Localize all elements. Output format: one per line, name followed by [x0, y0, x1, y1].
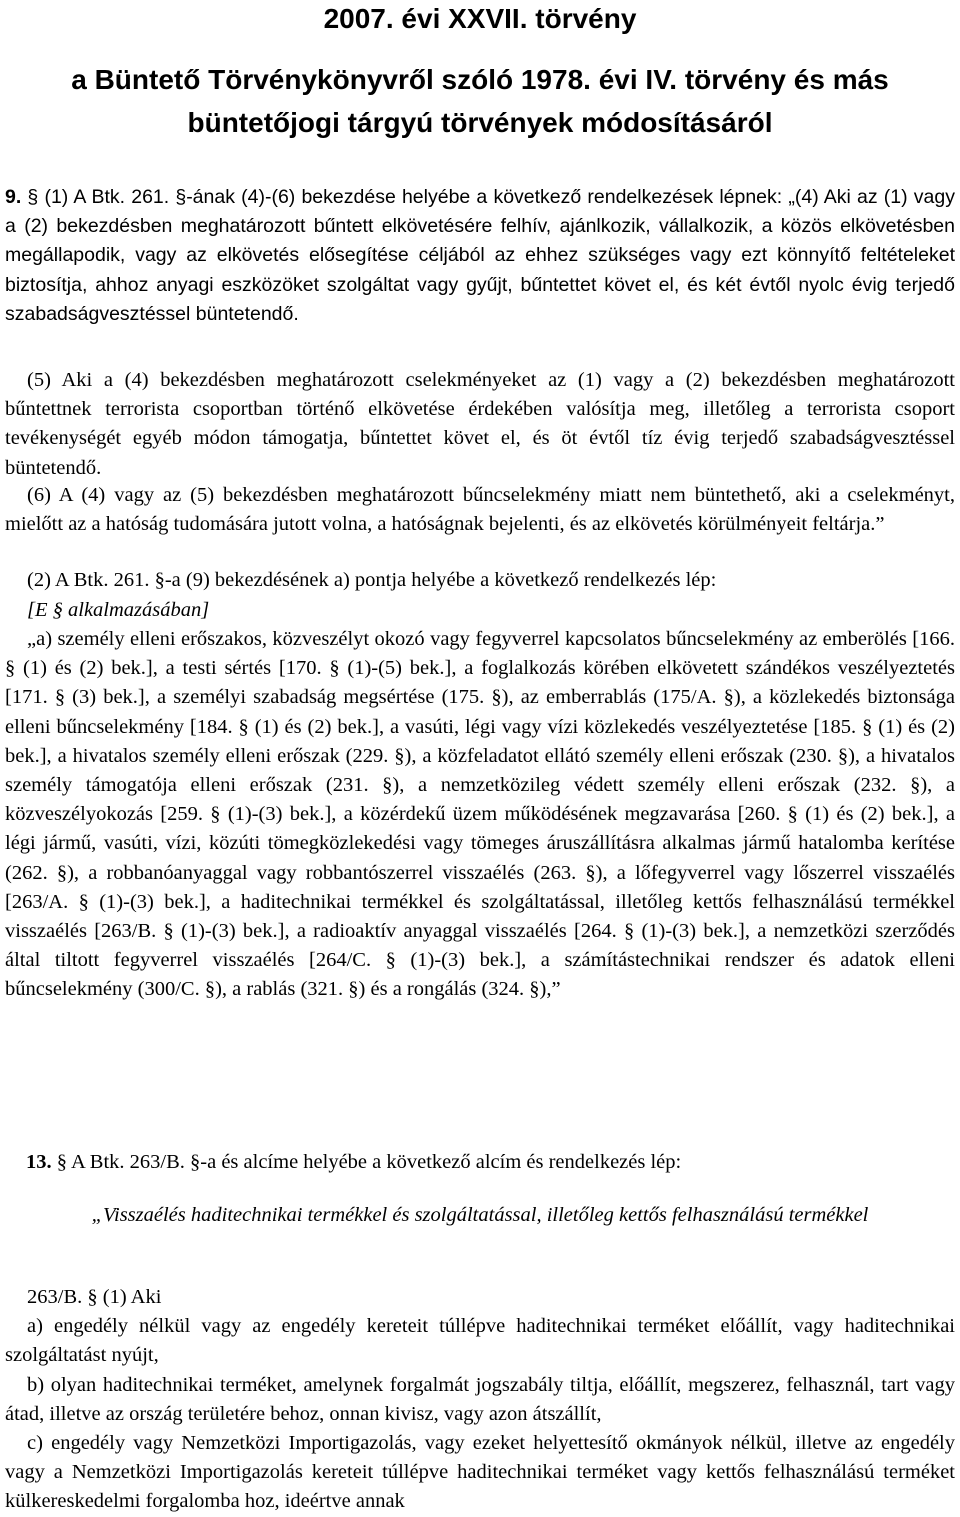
paragraph-5: (5) Aki a (4) bekezdésben meghatározott cselekményeket az (1) vagy a (2) bekezdésben meghatározott bűntettnek terrorista csoportban történő elkövetése érdekében valósítja meg, illetőleg a terrorista csoport tevékenységét egyéb módon támogatja, bűntettet követ el, és öt évtől tíz évig terjedő szabadságvesztéssel büntetendő.: [5, 369, 955, 479]
section-13-heading: [26, 1148, 681, 1177]
paragraph-2: (2) A Btk. 261. §-a (9) bekezdésének a) pontja helyébe a következő rendelkezés lép:: [27, 569, 717, 591]
list-item-b: b) olyan haditechnikai terméket, amelynek forgalmát jogszabály tiltja, előállít, megszerez, felhasznál, tart vagy átad, illetve az ország területére behoz, onnan kivisz, vagy azon átszállít,: [5, 1374, 955, 1426]
bracket-heading: [E § alkalmazásában]: [27, 599, 210, 621]
list-item-a: a) engedély nélkül vagy az engedély kereteit túllépve haditechnikai terméket előállít, vagy haditechnikai szolgáltatást nyújt,: [5, 1315, 955, 1367]
section-9-text: § (1) A Btk. 261. §-ának (4)-(6) bekezdése helyébe a következő rendelkezések lépnek: „(4) Aki az (1) vagy a (2) bekezdésben meghatározott bűntett elkövetésére felhív, ajánlkozik, vállalkozik, a közös elkövetésben megállapodik, vagy az elkövetés elősegítése céljából az ehhez szükséges vagy ezt könnyítő feltételeket biztosítja, ahhoz anyagi eszközöket szolgáltat vagy gyűjt, bűntettet követ el, és két évtől nyolc évig terjedő szabadságvesztéssel büntetendő.: [5, 186, 955, 325]
section-9-number: 9.: [5, 186, 22, 208]
paragraph-263b: 263/B. § (1) Aki: [27, 1286, 162, 1308]
law-title: 2007. évi XXVII. törvény: [323, 3, 637, 34]
law-subtitle: a Büntető Törvénykönyvről szóló 1978. évi IV. törvény és más büntetőjogi tárgyú törvények módosításáról: [71, 64, 889, 138]
point-a-paragraph: „a) személy elleni erőszakos, közveszélyt okozó vagy fegyverrel kapcsolatos bűncselekmény az emberölés [166. § (1) és (2) bek.], a testi sértés [170. § (1)-(5) bek.], a foglalkozás körében elkövetett szándékos veszélyeztetés [171. § (3) bek.], a személyi szabadság megsértése (175. §), az emberrablás (175/A. §), a közlekedés biztonsága elleni bűncselekmény [184. § (1) és (2) bek.], a vasúti, légi vagy vízi közlekedés veszélyeztetése [185. § (1) és (2) bek.], a hivatalos személy elleni erőszak (229. §), a közfeladatot ellátó személy elleni erőszak (230. §), a hivatalos személy támogatója elleni erőszak (231. §), a nemzetközileg védett személy elleni erőszak (232. §), a közveszélyokozás [259. § (1)-(3) bek.], a közérdekű üzem működésének megzavarása [260. § (1) és (2) bek.], a légi jármű, vasúti, vízi, közúti tömegközlekedési vagy tömeges áruszállításra alkalmas jármű hatalomba kerítése (262. §), a robbanóanyaggal vagy robbantószerrel visszaélés (263. §), a lőfegyverrel vagy lőszerrel visszaélés [263/A. § (1)-(3) bek.], a haditechnikai termékkel és szolgáltatással, illetőleg kettős felhasználású termékkel visszaélés [263/B. § (1)-(3) bek.], a radioaktív anyaggal visszaélés [264. § (1)-(3) bek.], a nemzetközi szerződés által tiltott fegyverrel visszaélés [264/C. § (1)-(3) bek.], a számítástechnikai rendszer és adatok elleni bűncselekmény (300/C. §), a rablás (321. §) és a rongálás (324. §),”: [5, 628, 955, 1001]
paragraph-6: (6) A (4) vagy az (5) bekezdésben meghatározott bűncselekmény miatt nem büntethető, aki a cselekményt, mielőtt az a hatóság tudomására jutott volna, a hatóságnak bejelenti, és az elkövetés körülményeit feltárja.”: [5, 484, 955, 536]
section-13-text: § A Btk. 263/B. §-a és alcíme helyébe a következő alcím és rendelkezés lép:: [51, 1151, 682, 1173]
section-13-number: 13.: [26, 1151, 52, 1173]
subsection-title: „Visszaélés haditechnikai termékkel és szolgáltatással, illetőleg kettős felhasználású termékkel: [91, 1204, 869, 1226]
section-9-paragraph: [5, 183, 955, 329]
list-item-c: c) engedély vagy Nemzetközi Importigazolás, vagy ezeket helyettesítő okmányok nélkül, illetve az engedély vagy a Nemzetközi Importigazolás kereteit túllépve haditechnikai terméket vagy kettős felhasználású terméket külkereskedelmi forgalomba hoz, ideértve annak: [5, 1432, 955, 1513]
